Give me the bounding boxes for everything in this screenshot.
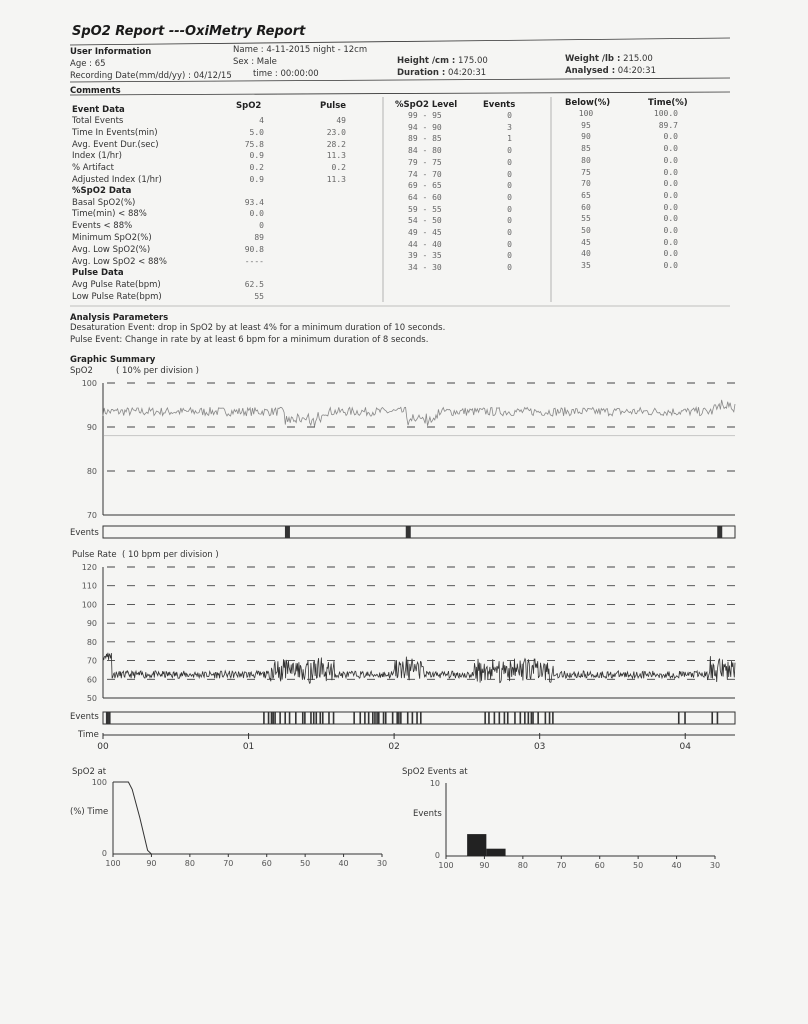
pulse-event-marker (302, 712, 304, 724)
spo2-chart-title: SpO2 (70, 366, 93, 376)
spo2-at-x-tick-label: 80 (184, 859, 195, 868)
spo2-at-curve (113, 782, 382, 854)
pulse-event-marker (545, 712, 547, 724)
pulse-event-marker (504, 712, 506, 724)
recording-time: time : 00:00:00 (253, 69, 319, 79)
pulse-trace (103, 653, 735, 684)
pulse-event-marker (532, 712, 534, 724)
pulse-event-marker (392, 712, 394, 724)
below-row-time: 0.0 (663, 132, 678, 142)
user-info-label: User Information (70, 47, 152, 57)
event-row-pulse: 0.2 (331, 163, 346, 173)
level-row-events: 0 (507, 157, 512, 167)
level-row-events: 0 (507, 181, 512, 191)
pulse-y-tick-label: 100 (81, 600, 97, 610)
below-row-threshold: 80 (581, 155, 591, 165)
pulse-event-marker (368, 712, 370, 724)
event-row-label: Avg. Event Dur.(sec) (72, 139, 159, 150)
height-value: 175.00 (458, 56, 488, 66)
events-at-x-tick-label: 70 (556, 861, 567, 870)
pulse-event-marker (400, 712, 402, 724)
event-row-label: Time In Events(min) (72, 127, 158, 138)
pulse-event-marker (684, 712, 686, 724)
pulse-event-marker (398, 712, 400, 724)
pulse-event-marker (271, 712, 273, 724)
event-row-pulse: 28.2 (326, 139, 346, 149)
pulse-event-marker (279, 712, 281, 724)
pulse-event-marker (284, 712, 286, 724)
time-tick-label: 02 (388, 742, 400, 752)
pulse-event-marker (353, 712, 355, 724)
events-at-bar (486, 849, 505, 856)
pulse-event-marker (319, 712, 321, 724)
recording-date: Recording Date(mm/dd/yy) : 04/12/15 (70, 71, 232, 81)
col-events: Events (483, 100, 516, 110)
desaturation-definition: Desaturation Event: drop in SpO2 by at least 4% for a minimum duration of 10 seconds. (70, 323, 446, 333)
col-pulse: Pulse (320, 101, 347, 111)
analysed-label: Analysed : (565, 66, 616, 76)
time-tick-label: 01 (242, 742, 255, 752)
below-row-threshold: 40 (581, 249, 591, 259)
events-at-x-tick-label: 90 (479, 861, 490, 870)
below-row-time: 0.0 (663, 179, 678, 189)
header-rule (70, 78, 730, 82)
spo2-at-x-tick-label: 90 (146, 859, 157, 868)
below-row-threshold: 70 (581, 179, 591, 189)
level-row-range: 74 - 70 (408, 169, 442, 179)
level-row-range: 54 - 50 (408, 216, 442, 226)
level-row-events: 0 (507, 204, 512, 214)
level-row-events: 0 (507, 239, 512, 249)
pulse-event-marker (514, 712, 516, 724)
pulse-event-marker (412, 712, 414, 724)
weight-label-text: Weight /lb : (565, 54, 621, 64)
level-row-range: 34 - 30 (408, 263, 442, 273)
spo2-data-row-value: 90.8 (244, 244, 264, 254)
level-row-events: 0 (507, 146, 512, 156)
spo2-at-x-tick-label: 50 (300, 859, 311, 868)
pulse-event-marker (304, 712, 306, 724)
level-row-events: 0 (507, 263, 512, 273)
below-row-threshold: 50 (581, 226, 591, 235)
pulse-y-tick-label: 80 (86, 637, 97, 647)
pulse-event-marker (372, 712, 374, 724)
pulse-chart-title: Pulse Rate (72, 550, 117, 560)
spo2-trace (103, 400, 735, 427)
pulse-y-tick-label: 60 (86, 675, 97, 685)
event-row-spo2: 75.8 (244, 139, 264, 149)
spo2-event-marker (285, 526, 290, 538)
spo2-data-row-label: Minimum SpO2(%) (72, 232, 152, 243)
level-row-events: 0 (507, 111, 512, 120)
weight-value: 215.00 (623, 54, 653, 64)
event-row-spo2: 0.9 (249, 175, 264, 184)
time-tick-label: 04 (679, 742, 691, 752)
below-row-time: 0.0 (663, 237, 678, 247)
pulse-data-row-label: Avg Pulse Rate(bpm) (72, 280, 161, 290)
below-row-time: 100.0 (653, 109, 678, 118)
events-at-x-tick-label: 40 (671, 861, 682, 870)
pulse-event-marker (374, 712, 376, 724)
level-row-range: 79 - 75 (408, 157, 442, 167)
pulse-event-marker (315, 712, 317, 724)
col-below: Below(%) (565, 98, 611, 108)
pulse-event-marker (717, 712, 719, 724)
pulse-event-marker (263, 712, 265, 724)
height-label-text: Height /cm : (397, 56, 456, 66)
spo2-at-ylabel: (%) Time (70, 807, 109, 817)
spo2-data-row-label: Basal SpO2(%) (72, 197, 136, 208)
spo2-y-tick-label: 70 (86, 511, 97, 520)
pulse-event-marker (488, 712, 490, 724)
spo2-data-label: %SpO2 Data (72, 186, 132, 196)
pulse-event-marker (310, 712, 312, 724)
spo2-at-y-tick-top: 100 (91, 778, 107, 787)
events-at-x-tick-label: 60 (594, 861, 605, 870)
event-row-pulse: 49 (336, 116, 346, 125)
event-row-spo2: 0.9 (249, 151, 264, 161)
pulse-event-marker (109, 712, 111, 724)
pulse-event-marker (328, 712, 330, 724)
spo2-y-tick-label: 90 (86, 423, 97, 432)
level-row-events: 0 (507, 251, 512, 261)
spo2-data-row-label: Time(min) < 88% (72, 209, 147, 220)
pulse-event-marker (494, 712, 496, 724)
pulse-event-marker (359, 712, 361, 724)
duration-value: 04:20:31 (447, 68, 487, 78)
event-data-label: Event Data (72, 105, 125, 115)
spo2-y-tick-label: 100 (81, 379, 97, 388)
pulse-event-marker (295, 712, 297, 724)
spo2-at-x-tick-label: 60 (261, 859, 272, 868)
pulse-event-marker (520, 712, 522, 724)
pulse-event-marker (528, 712, 530, 724)
pulse-event-marker (106, 712, 108, 724)
below-row-time: 0.0 (663, 144, 678, 154)
pulse-event-marker (711, 712, 713, 724)
below-row-threshold: 90 (581, 132, 591, 142)
events-at-bar (467, 834, 486, 856)
spo2-events-label: Events (70, 528, 99, 538)
pulse-event-marker (383, 712, 385, 724)
pulse-event-marker (420, 712, 422, 724)
pulse-event-marker (268, 712, 270, 724)
spo2-events-at-title: SpO2 Events at (402, 767, 468, 777)
pulse-y-tick-label: 50 (86, 694, 97, 703)
below-row-time: 0.0 (663, 226, 678, 235)
spo2-at-title: SpO2 at (72, 767, 107, 777)
spo2-events-at-ylabel: Events (413, 809, 442, 819)
events-at-x-tick-label: 30 (709, 861, 721, 870)
time-axis-label: Time (78, 730, 99, 740)
level-row-events: 0 (507, 228, 512, 237)
pulse-event-marker (378, 712, 380, 724)
below-row-time: 0.0 (663, 261, 678, 271)
level-row-range: 59 - 55 (408, 204, 442, 214)
below-row-threshold: 100 (578, 109, 594, 118)
pulse-event-marker (484, 712, 486, 724)
pulse-event-definition: Pulse Event: Change in rate by at least 6 bpm for a minimum duration of 8 seconds. (70, 335, 429, 345)
spo2-chart-subtitle: ( 10% per division ) (116, 366, 199, 376)
pulse-event-marker (507, 712, 509, 724)
below-row-time: 0.0 (663, 190, 678, 200)
pulse-y-tick-label: 90 (86, 619, 97, 629)
pulse-event-marker (333, 712, 335, 724)
event-row-label: Total Events (72, 116, 124, 126)
time-tick-label: 03 (533, 742, 546, 752)
pulse-event-marker (524, 712, 526, 724)
level-row-range: 44 - 40 (408, 239, 442, 249)
spo2-data-row-label: Events < 88% (72, 221, 133, 232)
spo2-data-row-value: 89 (254, 232, 264, 242)
event-row-pulse: 11.3 (326, 151, 346, 161)
below-row-threshold: 45 (581, 237, 591, 247)
patient-name: Name : 4-11-2015 night - 12cm (233, 45, 368, 55)
header-rule (70, 38, 730, 45)
pulse-event-marker (396, 712, 398, 724)
spo2-data-row-label: Avg. Low SpO2 < 88% (72, 256, 167, 267)
spo2-events-bar (103, 526, 735, 538)
pulse-event-marker (499, 712, 501, 724)
patient-age: Age : 65 (70, 59, 106, 69)
spo2-data-row-value: ---- (244, 256, 264, 266)
pulse-event-marker (107, 712, 109, 724)
level-row-events: 0 (507, 192, 512, 202)
pulse-data-row-label: Low Pulse Rate(bpm) (72, 292, 162, 302)
pulse-data-label: Pulse Data (72, 268, 124, 278)
pulse-event-marker (416, 712, 418, 724)
col-spo2-level: %SpO2 Level (395, 100, 458, 110)
event-row-label: % Artifact (72, 163, 114, 174)
below-row-threshold: 55 (581, 214, 591, 224)
pulse-y-tick-label: 110 (81, 581, 97, 591)
event-row-pulse: 11.3 (326, 175, 346, 184)
pulse-event-marker (322, 712, 324, 724)
spo2-at-y-tick-bottom: 0 (101, 849, 107, 858)
pulse-event-marker (364, 712, 366, 724)
below-row-threshold: 35 (581, 261, 591, 271)
spo2-at-x-tick-label: 70 (223, 859, 234, 868)
below-row-time: 0.0 (663, 167, 678, 177)
level-row-range: 94 - 90 (408, 122, 442, 132)
below-row-threshold: 60 (581, 202, 591, 212)
level-row-range: 49 - 45 (408, 228, 442, 237)
comments-rule (70, 92, 730, 95)
event-row-spo2: 0.2 (249, 163, 264, 173)
pulse-event-marker (549, 712, 551, 724)
patient-sex: Sex : Male (233, 57, 277, 67)
pulse-event-marker (385, 712, 387, 724)
spo2-at-x-tick-label: 40 (338, 859, 349, 868)
pulse-event-marker (407, 712, 409, 724)
below-row-time: 0.0 (663, 202, 678, 212)
pulse-y-tick-label: 120 (81, 563, 97, 572)
events-at-x-tick-label: 80 (517, 861, 528, 870)
below-row-time: 0.0 (663, 214, 678, 224)
spo2-event-marker (717, 526, 722, 538)
level-row-range: 39 - 35 (408, 251, 442, 261)
level-row-events: 1 (507, 134, 512, 144)
col-time-pct: Time(%) (648, 98, 688, 108)
level-row-range: 69 - 65 (408, 181, 442, 191)
below-row-time: 0.0 (663, 249, 678, 259)
spo2-data-row-label: Avg. Low SpO2(%) (72, 244, 151, 255)
below-row-threshold: 85 (581, 144, 591, 154)
col-spo2: SpO2 (236, 101, 262, 111)
below-row-threshold: 75 (581, 167, 591, 177)
pulse-event-marker (274, 712, 276, 724)
time-tick-label: 00 (97, 742, 109, 752)
graphic-summary-label: Graphic Summary (70, 355, 156, 365)
level-row-events: 0 (507, 216, 512, 226)
spo2-data-row-value: 0 (259, 221, 264, 231)
pulse-event-marker (313, 712, 315, 724)
level-row-range: 84 - 80 (408, 146, 442, 156)
pulse-events-label: Events (70, 712, 99, 722)
spo2-data-row-value: 93.4 (244, 197, 264, 207)
pulse-chart-subtitle: ( 10 bpm per division ) (122, 550, 219, 560)
spo2-at-x-tick-label: 100 (105, 859, 121, 868)
pulse-event-marker (537, 712, 539, 724)
event-row-spo2: 4 (259, 116, 264, 125)
event-row-spo2: 5.0 (249, 127, 264, 137)
level-row-range: 99 - 95 (408, 111, 442, 120)
pulse-event-marker (289, 712, 291, 724)
comments-label: Comments (70, 86, 121, 96)
below-row-threshold: 95 (581, 120, 591, 130)
below-row-time: 89.7 (658, 120, 678, 130)
duration-label: Duration : (397, 68, 446, 78)
events-at-y-tick-bottom: 0 (434, 851, 440, 860)
spo2-data-row-value: 0.0 (249, 209, 264, 219)
events-at-x-tick-label: 100 (438, 861, 454, 870)
pulse-event-marker (531, 712, 533, 724)
events-at-y-tick-top: 10 (429, 779, 440, 788)
analysis-title: Analysis Parameters (70, 313, 169, 323)
below-row-threshold: 65 (581, 190, 591, 200)
analysed-value: 04:20:31 (617, 66, 656, 76)
event-row-pulse: 23.0 (326, 127, 346, 137)
pulse-event-marker (272, 712, 274, 724)
event-row-label: Index (1/hr) (72, 151, 122, 162)
events-at-x-tick-label: 50 (633, 861, 644, 870)
pulse-events-bar (103, 712, 735, 724)
level-row-range: 64 - 60 (408, 192, 442, 202)
below-row-time: 0.0 (663, 155, 678, 165)
spo2-at-x-tick-label: 30 (376, 859, 388, 868)
pulse-data-row-value: 62.5 (244, 280, 264, 289)
pulse-y-tick-label: 70 (86, 656, 97, 666)
pulse-data-row-value: 55 (254, 292, 264, 301)
pulse-event-marker (376, 712, 378, 724)
spo2-y-tick-label: 80 (86, 467, 97, 476)
event-row-label: Adjusted Index (1/hr) (72, 175, 162, 185)
pulse-event-marker (552, 712, 554, 724)
level-row-events: 3 (507, 122, 512, 132)
spo2-event-marker (406, 526, 411, 538)
pulse-event-marker (678, 712, 680, 724)
level-row-events: 0 (507, 169, 512, 179)
level-row-range: 89 - 85 (408, 134, 442, 144)
report-title: SpO2 Report ---OxiMetry Report (72, 24, 306, 39)
